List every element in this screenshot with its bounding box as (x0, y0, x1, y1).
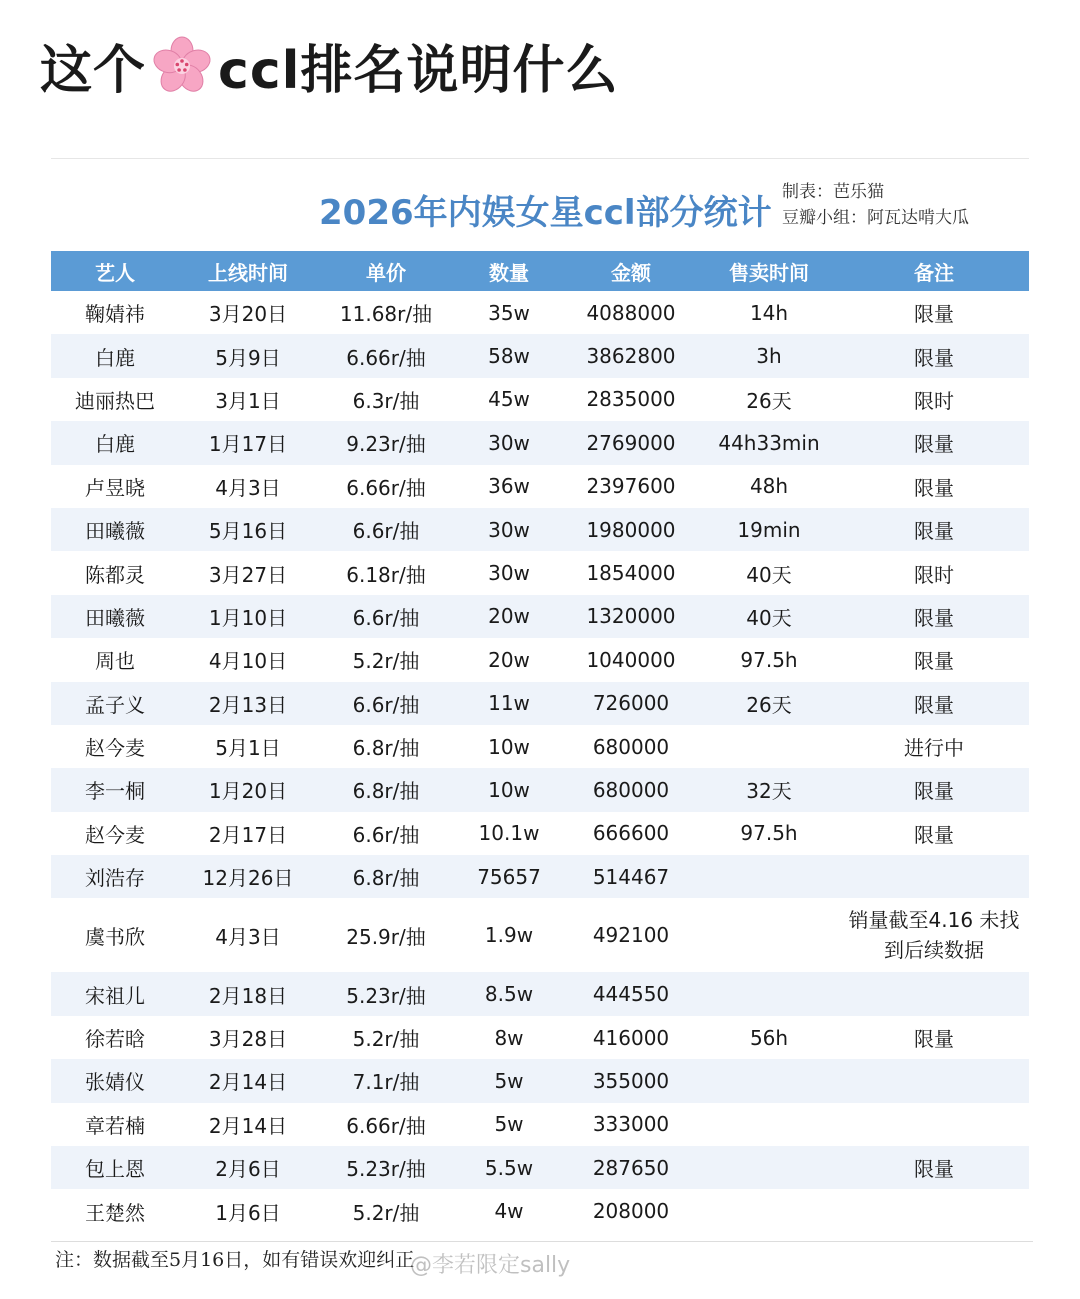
table-cell: 9.23r/抽 (317, 421, 455, 464)
table-cell: 2月17日 (179, 812, 317, 855)
table-cell: 6.8r/抽 (317, 725, 455, 768)
table-cell: 26天 (699, 682, 839, 725)
table-cell: 287650 (563, 1146, 699, 1189)
column-header: 金额 (563, 251, 699, 291)
table-cell: 726000 (563, 682, 699, 725)
table-cell: 6.66r/抽 (317, 465, 455, 508)
table-cell: 11w (455, 682, 563, 725)
table-cell: 1月6日 (179, 1189, 317, 1232)
table-cell (699, 972, 839, 1015)
table-cell: 徐若晗 (51, 1016, 179, 1059)
table-cell: 田曦薇 (51, 508, 179, 551)
table-cell: 40天 (699, 595, 839, 638)
table-row (51, 508, 1029, 551)
table-cell: 680000 (563, 725, 699, 768)
table-cell: 11.68r/抽 (317, 291, 455, 334)
table-cell: 30w (455, 421, 563, 464)
table-row (51, 1146, 1029, 1189)
table-cell: 8w (455, 1016, 563, 1059)
table-cell: 3862800 (563, 334, 699, 377)
table-cell: 4月3日 (179, 898, 317, 972)
table-cell: 5w (455, 1059, 563, 1102)
table-cell: 10w (455, 768, 563, 811)
table-cell: 44h33min (699, 421, 839, 464)
table-cell: 25.9r/抽 (317, 898, 455, 972)
table-cell (839, 855, 1029, 898)
table-cell: 5.23r/抽 (317, 972, 455, 1015)
table-cell: 6.6r/抽 (317, 595, 455, 638)
table-row (51, 551, 1029, 594)
table-cell (839, 1103, 1029, 1146)
table-cell: 1320000 (563, 595, 699, 638)
table-row (51, 421, 1029, 464)
table-cell: 2月18日 (179, 972, 317, 1015)
table-cell: 6.3r/抽 (317, 378, 455, 421)
table-cell: 限量 (839, 334, 1029, 377)
table-row (51, 682, 1029, 725)
table-cell: 限量 (839, 465, 1029, 508)
table-cell: 6.6r/抽 (317, 682, 455, 725)
table-cell: 19min (699, 508, 839, 551)
watermark: @李若限定sally (410, 1253, 571, 1278)
column-header: 艺人 (51, 251, 179, 291)
table-cell: 2月14日 (179, 1103, 317, 1146)
table-cell: 1854000 (563, 551, 699, 594)
table-row (51, 595, 1029, 638)
table-cell: 3月28日 (179, 1016, 317, 1059)
table-cell: 限量 (839, 1146, 1029, 1189)
table-cell: 5月1日 (179, 725, 317, 768)
table-cell: 444550 (563, 972, 699, 1015)
table-cell (699, 1059, 839, 1102)
table-cell (699, 855, 839, 898)
cherry-blossom-icon (150, 34, 214, 98)
table-cell: 4月3日 (179, 465, 317, 508)
table-cell: 周也 (51, 638, 179, 681)
table-cell: 限量 (839, 1016, 1029, 1059)
table-cell: 限量 (839, 421, 1029, 464)
table-cell: 680000 (563, 768, 699, 811)
sheet-header (51, 159, 1029, 251)
table-row (51, 334, 1029, 377)
table-cell: 10.1w (455, 812, 563, 855)
table-cell: 限量 (839, 595, 1029, 638)
table-row (51, 812, 1029, 855)
table-cell: 1月20日 (179, 768, 317, 811)
table-cell: 6.18r/抽 (317, 551, 455, 594)
table-cell: 10w (455, 725, 563, 768)
table-cell (699, 1103, 839, 1146)
table-cell: 30w (455, 508, 563, 551)
table-cell: 2月6日 (179, 1146, 317, 1189)
table-cell: 3h (699, 334, 839, 377)
table-cell: 6.6r/抽 (317, 812, 455, 855)
column-header: 单价 (317, 251, 455, 291)
table-row (51, 725, 1029, 768)
table-cell: 35w (455, 291, 563, 334)
table-cell: 刘浩存 (51, 855, 179, 898)
table-cell: 2397600 (563, 465, 699, 508)
table-cell: 666600 (563, 812, 699, 855)
table-header-row (51, 251, 1029, 291)
table-cell: 30w (455, 551, 563, 594)
post-title (40, 28, 619, 103)
table-cell: 章若楠 (51, 1103, 179, 1146)
table-cell: 1040000 (563, 638, 699, 681)
table-cell: 1.9w (455, 898, 563, 972)
table-cell: 张婧仪 (51, 1059, 179, 1102)
table-cell: 75657 (455, 855, 563, 898)
stats-sheet (51, 158, 1029, 1281)
table-cell: 3月20日 (179, 291, 317, 334)
table-cell: 5月16日 (179, 508, 317, 551)
table-cell: 赵今麦 (51, 725, 179, 768)
table-cell: 限时 (839, 551, 1029, 594)
table-cell: 514467 (563, 855, 699, 898)
table-cell: 白鹿 (51, 421, 179, 464)
table-cell: 45w (455, 378, 563, 421)
table-cell: 王楚然 (51, 1189, 179, 1232)
table-cell: 6.8r/抽 (317, 855, 455, 898)
table-cell: 赵今麦 (51, 812, 179, 855)
table-cell: 12月26日 (179, 855, 317, 898)
table-cell: 限量 (839, 812, 1029, 855)
column-header: 数量 (455, 251, 563, 291)
table-cell (699, 1146, 839, 1189)
table-cell: 97.5h (699, 812, 839, 855)
table-cell (699, 1189, 839, 1232)
table-cell: 6.8r/抽 (317, 768, 455, 811)
table-row (51, 1103, 1029, 1146)
table-cell: 虞书欣 (51, 898, 179, 972)
table-cell: 40天 (699, 551, 839, 594)
table-cell: 5.2r/抽 (317, 638, 455, 681)
table-row (51, 638, 1029, 681)
table-cell: 包上恩 (51, 1146, 179, 1189)
credit-group: 豆瓣小组：阿瓦达啃大瓜 (782, 208, 969, 228)
sheet-title: 2026年内娱女星ccl部分统计 (319, 193, 772, 233)
table-cell: 5.23r/抽 (317, 1146, 455, 1189)
table-row (51, 1016, 1029, 1059)
table-row (51, 465, 1029, 508)
post-title-suffix: ccl排名说明什么 (218, 41, 619, 101)
table-cell: 限量 (839, 508, 1029, 551)
table-cell: 限量 (839, 638, 1029, 681)
table-cell: 陈都灵 (51, 551, 179, 594)
table-cell: 8.5w (455, 972, 563, 1015)
table-row (51, 1189, 1029, 1232)
table-cell: 20w (455, 595, 563, 638)
table-cell: 3月27日 (179, 551, 317, 594)
table-cell: 限量 (839, 682, 1029, 725)
table-cell: 6.6r/抽 (317, 508, 455, 551)
table-cell: 97.5h (699, 638, 839, 681)
table-row (51, 291, 1029, 334)
table-cell: 2769000 (563, 421, 699, 464)
table-cell: 208000 (563, 1189, 699, 1232)
table-cell: 333000 (563, 1103, 699, 1146)
table-row (51, 972, 1029, 1015)
table-cell: 56h (699, 1016, 839, 1059)
table-cell: 36w (455, 465, 563, 508)
table-cell: 5w (455, 1103, 563, 1146)
table-cell: 限时 (839, 378, 1029, 421)
table-cell: 20w (455, 638, 563, 681)
table-row (51, 1059, 1029, 1102)
ccl-table (51, 251, 1029, 1233)
table-cell: 6.66r/抽 (317, 334, 455, 377)
table-cell: 李一桐 (51, 768, 179, 811)
table-cell: 26天 (699, 378, 839, 421)
table-cell: 迪丽热巴 (51, 378, 179, 421)
table-cell (699, 898, 839, 972)
table-cell: 限量 (839, 291, 1029, 334)
column-header: 备注 (839, 251, 1029, 291)
table-cell: 宋祖儿 (51, 972, 179, 1015)
table-cell: 3月1日 (179, 378, 317, 421)
table-cell: 田曦薇 (51, 595, 179, 638)
credit-maker: 制表：芭乐猫 (782, 182, 884, 202)
table-cell: 416000 (563, 1016, 699, 1059)
table-cell: 5.2r/抽 (317, 1189, 455, 1232)
column-header: 售卖时间 (699, 251, 839, 291)
table-cell (839, 1059, 1029, 1102)
table-cell: 卢昱晓 (51, 465, 179, 508)
table-row (51, 768, 1029, 811)
table-cell: 销量截至4.16 未找到后续数据 (839, 898, 1029, 972)
table-cell: 2835000 (563, 378, 699, 421)
table-cell: 14h (699, 291, 839, 334)
table-cell: 58w (455, 334, 563, 377)
column-header: 上线时间 (179, 251, 317, 291)
table-cell: 白鹿 (51, 334, 179, 377)
table-cell: 48h (699, 465, 839, 508)
table-cell (839, 972, 1029, 1015)
table-cell: 7.1r/抽 (317, 1059, 455, 1102)
table-cell: 1980000 (563, 508, 699, 551)
table-cell: 5.5w (455, 1146, 563, 1189)
table-cell: 4088000 (563, 291, 699, 334)
table-cell: 2月14日 (179, 1059, 317, 1102)
table-cell: 限量 (839, 768, 1029, 811)
credits (782, 179, 969, 231)
table-cell: 1月17日 (179, 421, 317, 464)
post-title-prefix: 这个 (40, 41, 147, 101)
footnote: 注：数据截至5月16日，如有错误欢迎纠正 (51, 1241, 1033, 1282)
table-row (51, 898, 1029, 972)
table-cell: 6.66r/抽 (317, 1103, 455, 1146)
table-cell: 32天 (699, 768, 839, 811)
table-row (51, 855, 1029, 898)
table-row (51, 378, 1029, 421)
table-cell (839, 1189, 1029, 1232)
table-cell: 5.2r/抽 (317, 1016, 455, 1059)
table-cell: 1月10日 (179, 595, 317, 638)
table-cell: 355000 (563, 1059, 699, 1102)
table-cell: 5月9日 (179, 334, 317, 377)
table-cell (699, 725, 839, 768)
table-cell: 492100 (563, 898, 699, 972)
table-cell: 2月13日 (179, 682, 317, 725)
table-cell: 鞠婧祎 (51, 291, 179, 334)
table-cell: 进行中 (839, 725, 1029, 768)
table-cell: 4月10日 (179, 638, 317, 681)
table-body (51, 291, 1029, 1233)
table-cell: 孟子义 (51, 682, 179, 725)
table-cell: 4w (455, 1189, 563, 1232)
